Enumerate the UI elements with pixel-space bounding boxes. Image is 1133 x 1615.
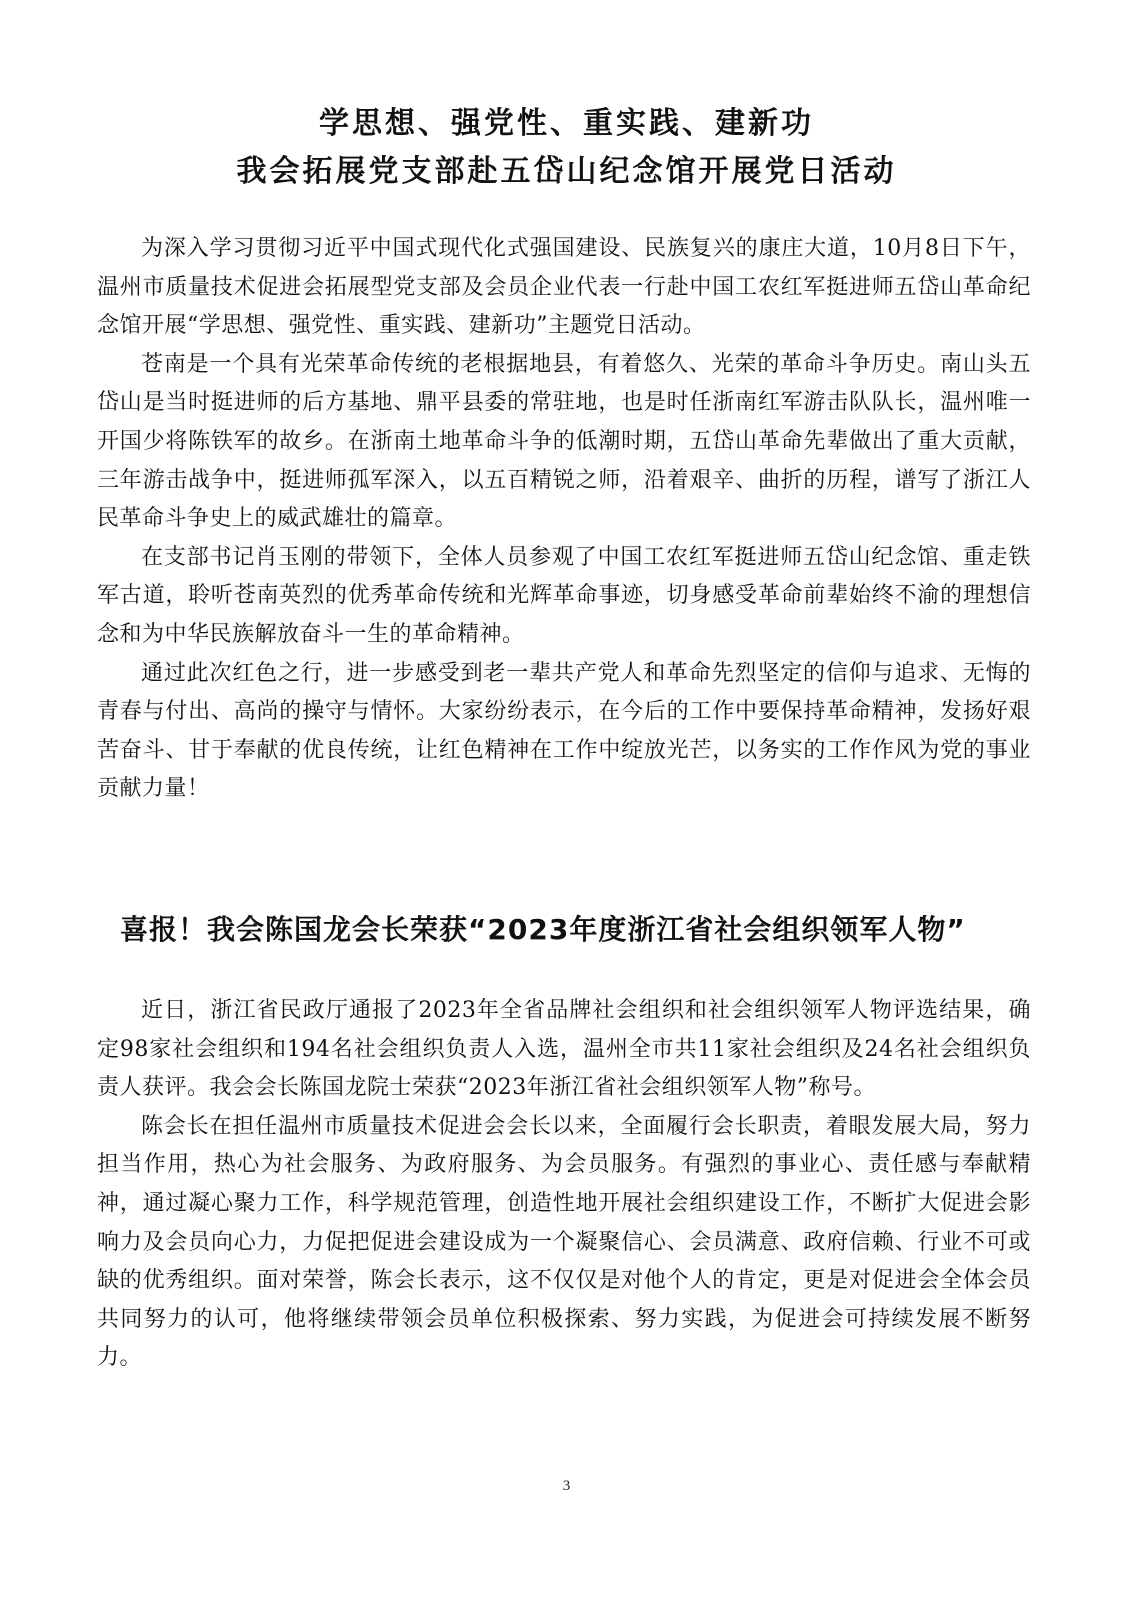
article-2-body	[97, 992, 1031, 1378]
article-1-title-line-2: 我会拓展党支部赴五岱山纪念馆开展党日活动	[236, 154, 897, 189]
page-number: 3	[562, 1478, 571, 1494]
article-1-body	[97, 230, 1031, 809]
article-1-paragraph: 为深入学习贯彻习近平中国式现代化式强国建设、民族复兴的康庄大道，10月8日下午， 温州市质量技术促进会拓展型党支部及会员企业代表一行赴中国工农红军挺进师五岱山革命纪念馆开展“学思想、强党性、重实践、建新功”主题党日活动。	[97, 236, 1031, 339]
article-2-paragraph: 近日，浙江省民政厅通报了2023年全省品牌社会组织和社会组织领军人物评选结果，确定98家社会组织和194名社会组织负责人入选，温州全市共11家社会组织及24名社会组织负责人获评。我会会长陈国龙院士荣获“2023年浙江省社会组织领军人物”称号。	[97, 998, 1031, 1101]
article-1-title-line-1: 学思想、强党性、重实践、建新功	[319, 106, 814, 141]
article-2-title: 喜报！我会陈国龙会长荣获“2023年度浙江省社会组织领军人物”	[120, 913, 966, 946]
article-1-paragraph: 在支部书记肖玉刚的带领下，全体人员参观了中国工农红军挺进师五岱山纪念馆、重走铁军古道，聆听苍南英烈的优秀革命传统和光辉革命事迹，切身感受革命前辈始终不渝的理想信念和为中华民族解放奋斗一生的革命精神。	[97, 544, 1031, 647]
article-1-title	[0, 100, 1133, 196]
article-1-paragraph: 通过此次红色之行，进一步感受到老一辈共产党人和革命先烈坚定的信仰与追求、无悔的青春与付出、高尚的操守与情怀。大家纷纷表示，在今后的工作中要保持革命精神，发扬好艰苦奋斗、甘于奉献的优良传统，让红色精神在工作中绽放光芒，以务实的工作作风为党的事业贡献力量！	[97, 660, 1031, 802]
article-1-paragraph: 苍南是一个具有光荣革命传统的老根据地县，有着悠久、光荣的革命斗争历史。南山头五岱山是当时挺进师的后方基地、鼎平县委的常驻地，也是时任浙南红军游击队队长，温州唯一开国少将陈铁军的故乡。在浙南土地革命斗争的低潮时期，五岱山革命先辈做出了重大贡献，三年游击战争中，挺进师孤军深入，以五百精锐之师，沿着艰辛、曲折的历程，谱写了浙江人民革命斗争史上的威武雄壮的篇章。	[97, 351, 1031, 532]
article-2-paragraph: 陈会长在担任温州市质量技术促进会会长以来，全面履行会长职责，着眼发展大局，努力担当作用，热心为社会服务、为政府服务、为会员服务。有强烈的事业心、责任感与奉献精神，通过凝心聚力工作，科学规范管理，创造性地开展社会组织建设工作，不断扩大促进会影响力及会员向心力，力促把促进会建设成为一个凝聚信心、会员满意、政府信赖、行业不可或缺的优秀组织。面对荣誉，陈会长表示，这不仅仅是对他个人的肯定，更是对促进会全体会员共同努力的认可，他将继续带领会员单位积极探索、努力实践，为促进会可持续发展不断努力。	[97, 1113, 1031, 1371]
